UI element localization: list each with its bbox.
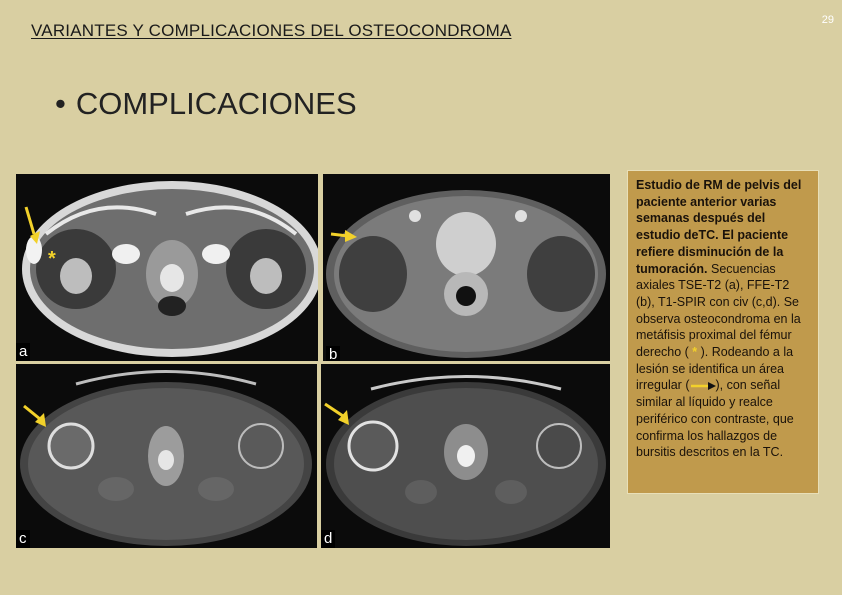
page-number: 29	[821, 14, 834, 26]
slide-title: VARIANTES Y COMPLICACIONES DEL OSTEOCONDROMA	[31, 21, 512, 40]
caption-text-3: ), con señal similar al líquido y realce periférico con contraste, que confirma los hallazgos de bursitis descritos en la TC.	[636, 378, 794, 460]
caption-text-2: ). Rodeando a la lesión se identifica un área irregular (	[636, 345, 794, 393]
mri-scan-a	[16, 174, 318, 361]
panel-label-d: d	[321, 530, 335, 548]
section-heading	[55, 86, 357, 122]
mri-image-b	[323, 174, 610, 361]
mri-image-d	[321, 364, 610, 548]
mri-scan-c	[16, 364, 317, 548]
heading-text: COMPLICACIONES	[75, 86, 357, 121]
yellow-arrow-icon	[690, 382, 716, 390]
mri-scan-d	[321, 364, 610, 548]
caption-bold-text: Estudio de RM de pelvis del paciente anterior varias semanas después del estudio deTC. El paciente refiere disminución de la tumoración.	[636, 178, 802, 276]
tumor-marker-asterisk: *	[48, 248, 56, 270]
bullet-glyph: •	[55, 86, 66, 121]
caption-text-1: Secuencias axiales TSE-T2 (a), FFE-T2 (b), T1-SPIR con civ (c,d). Se observa osteocondroma en la metáfisis proximal del fémur derecho (	[636, 261, 801, 360]
panel-label-b: b	[326, 346, 340, 361]
mri-image-a	[16, 174, 318, 361]
panel-label-c: c	[16, 530, 30, 548]
mri-scan-b	[323, 174, 610, 361]
caption-box	[627, 170, 819, 494]
mri-image-c	[16, 364, 317, 548]
caption-asterisk: *	[688, 345, 701, 360]
panel-label-a: a	[16, 343, 30, 361]
